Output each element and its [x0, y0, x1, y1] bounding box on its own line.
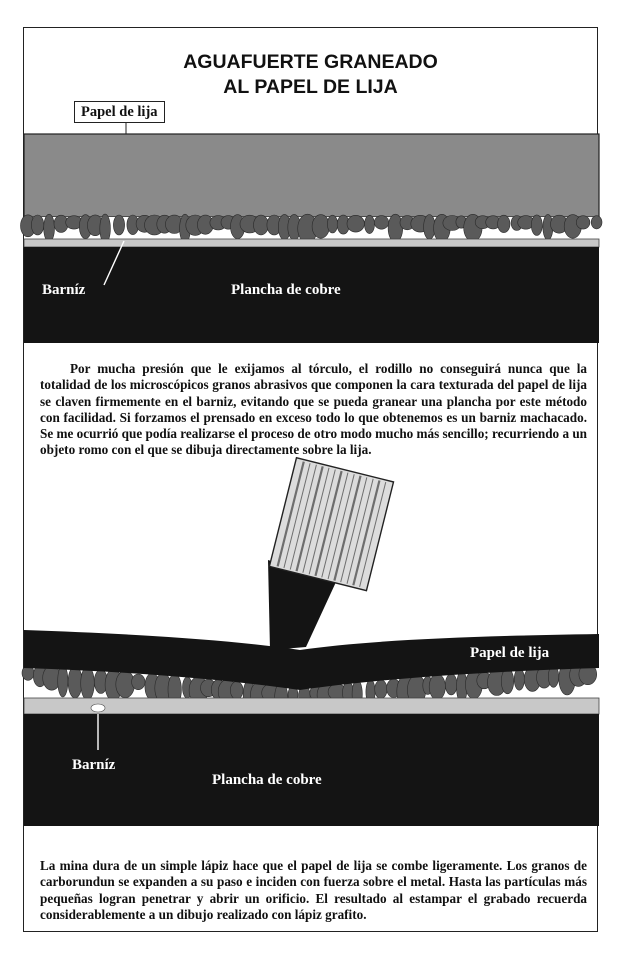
- pencil-body: [269, 458, 393, 591]
- paragraph-2: La mina dura de un simple lápiz hace que el papel de lija se combe ligeramente. Los granos de carborundun se expanden a su paso e inciden con fuerza sobre el metal. Hasta las partículas más pequeñas logran penetrar y abrir un orificio. El resultado al estampar el grabado recuerda considerablemente a un dibujo realizado con lápiz grafito.: [40, 858, 587, 922]
- varnish-label: Barníz: [42, 282, 86, 298]
- grain: [58, 665, 68, 697]
- grain: [591, 216, 602, 229]
- grain: [347, 215, 364, 232]
- grain: [531, 215, 542, 236]
- sandpaper-label: Papel de lija: [470, 645, 550, 661]
- varnish-hole: [91, 704, 105, 712]
- varnish-label: Barníz: [72, 757, 116, 773]
- varnish-layer: [24, 239, 599, 247]
- title-line-1: AGUAFUERTE GRANEADO: [183, 51, 438, 73]
- paragraph-1: Por mucha presión que le exijamos al tórculo, el rodillo no conseguirá nunca que la totalidad de los microscópicos granos abrasivos que componen la cara texturada del papel de lija se claven firmemente en el barniz, evitando que se pueda granear una plancha por este método con facilidad. Si forzamos el prensado en exceso todo lo que obtenemos es un barniz machacado. Se me ocurrió que podía realizarse el proceso de otro modo mucho más sencillo; recurriendo a un objeto romo con el que se dibuja directamente sobre la lija.: [40, 361, 587, 458]
- grain: [514, 668, 524, 690]
- sandpaper-label-box: Papel de lija: [74, 101, 165, 123]
- varnish-layer: [24, 698, 599, 714]
- title-line-2: AL PAPEL DE LIJA: [223, 76, 398, 98]
- grain: [44, 214, 55, 242]
- grain: [429, 674, 445, 700]
- grain: [365, 215, 375, 233]
- diagram-1: [21, 121, 602, 343]
- grain: [327, 215, 337, 233]
- plate-label: Plancha de cobre: [231, 282, 341, 298]
- pencil: [268, 458, 394, 650]
- grain: [113, 215, 124, 235]
- grain: [445, 674, 457, 695]
- grain: [312, 215, 329, 239]
- plate-label: Plancha de cobre: [212, 772, 322, 788]
- grain: [230, 682, 243, 700]
- grain: [68, 666, 82, 698]
- grain: [31, 215, 43, 235]
- grain: [498, 215, 510, 232]
- grain: [501, 669, 513, 694]
- grain: [132, 674, 145, 690]
- grain: [374, 216, 388, 230]
- grain: [254, 215, 269, 235]
- sandpaper-layer: [24, 134, 599, 217]
- grain: [388, 214, 403, 242]
- grain: [576, 216, 590, 229]
- grain: [375, 680, 387, 699]
- diagram-2: [22, 458, 599, 826]
- grain: [81, 667, 95, 700]
